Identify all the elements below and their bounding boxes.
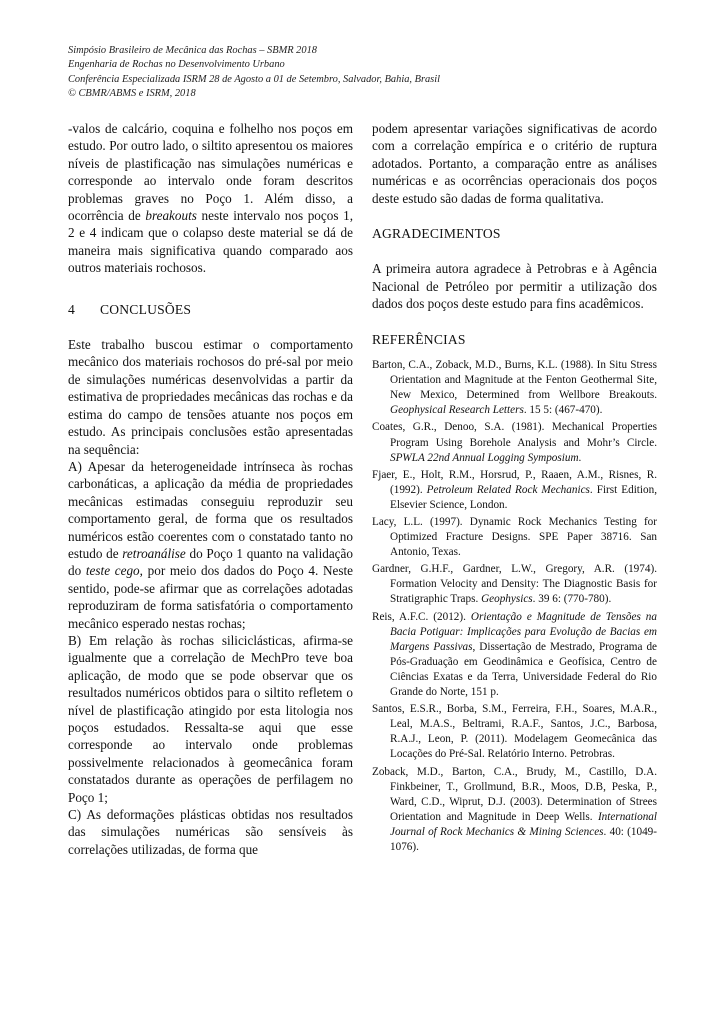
emphasis: retroanálise [122,545,186,561]
emphasis: SPWLA 22nd Annual Logging Symposium [390,451,579,464]
section-heading-agradecimentos: AGRADECIMENTOS [372,226,501,242]
conclusion-item-b: B) Em relação às rochas siliciclásticas, afirma-se igualmente que a correlação de MechPro teve boa aplicação, de modo que se pode observar que os resultados numéricos obtidos para o siltito refletem o nível de plastificação atingido por esta litologia nos poços estudados. Ressalta-se aqui que esse corresponde ao intervalo onde problemas possivelmente relacionados à geomecânica foram constatados durante as operações de perfilagem no Poço 1; [68,632,353,805]
reference-item [372,358,657,418]
text-span: neste intervalo nos poços 1, 2 e 4 indicam que o colapso deste material se dá de maneira mais significativa quando comparado aos outros materiais rochosos. [68,208,353,276]
emphasis: Orientação e Magnitude de Tensões na Bacia Potiguar: Implicações para Evolução de Bacias em Margens Passivas [390,610,657,653]
section-heading-conclusoes [68,301,353,318]
text-span: Fjaer, E., Holt, R.M., Horsrud, P., Raaen, A.M., Risnes, R. (1992). [372,468,657,496]
text-span: -valos de calcário, coquina e folhelho nos poços em estudo. Por outro lado, o siltito apresentou os maiores níveis de plastificação nas simulações numéricas e corresponde ao intervalo onde foram descritos problemas graves no Poço 1. Além disso, a ocorrência de [68,121,353,224]
reference-item [372,765,657,856]
reference-item [372,610,657,701]
text-span: , Dissertação de Mestrado, Programa de Pós-Graduação em Geodinâmica e Geofísica, Centro de Ciências Exatas e da Terra, Universidade Federal do Rio Grande do Norte, 151 p. [390,640,658,699]
text-span: . 15 5: (467-470). [523,404,603,417]
text-span: . First Edition, Elsevier Science, London. [390,483,657,511]
emphasis: breakouts [145,208,197,224]
text-span: . 40: (1049-1076). [390,825,658,853]
right-column [372,120,657,857]
text-span: Reis, A.F.C. (2012). [372,610,471,623]
left-column [68,120,353,858]
section-title: CONCLUSÕES [100,301,192,317]
reference-item [372,702,657,762]
continued-paragraph [68,120,353,277]
text-span: , por meio dos dados do Poço 4. Neste sentido, pode-se afirmar que as correlações adotadas reproduziram de forma satisfatória o comportamento mecânico esperado nestas rochas; [68,563,354,631]
text-span: do Poço 1 quanto na validação do [68,545,353,579]
header-line-3: Conferência Especializada ISRM 28 de Agosto a 01 de Setembro, Salvador, Bahia, Brasil [68,73,440,85]
acknowledgements-text: A primeira autora agradece à Petrobras e à Agência Nacional de Petróleo por permitir a utilização dos dados dos poços deste estudo para fins acadêmicos. [372,261,657,312]
text-span: Zoback, M.D., Barton, C.A., Brudy, M., Castillo, D.A. Finkbeiner, T., Grollmund, B.R., Moos, D.B, Peska, P., Ward, C.D., Wiprut, D.J. (2003). Determination of Strees Orientation and Magnitude in Deep Wells. [372,765,657,823]
reference-item [372,562,657,607]
conference-header [68,44,668,102]
reference-item [372,420,657,465]
emphasis: Geophysics [481,593,533,606]
section-number: 4 [68,301,75,317]
text-span: Santos, E.S.R., Borba, S.M., Ferreira, F.H., Soares, M.A.R., Leal, M.A.S., Beltrami, R.A.F., Santos, J.C., Barbosa, R.A.J., Leon, P. (2011). Modelagem Geomecânica das Locações do Pré-Sal. Relatório Interno. Petrobras. [372,703,657,761]
emphasis: International Journal of Rock Mechanics & Mining Sciences [390,810,657,838]
text-span: Coates, G.R., Denoo, S.A. (1981). Mechanical Properties Program Using Borehole Analysis and Mohr’s Circle. [372,421,657,449]
continued-paragraph-right: podem apresentar variações significativas de acordo com a correlação empírica e o critério de ruptura adotados. Portanto, a comparação entre as análises numéricas e as ocorrências operacionais dos poços deste estudo são dadas de forma qualitativa. [372,121,657,206]
text-span: . [578,451,582,464]
reference-item [372,468,657,513]
section-heading-referencias: REFERÊNCIAS [372,331,466,347]
conclusions-intro: Este trabalho buscou estimar o comportamento mecânico dos materiais rochosos do pré-sal por meio de simulações numéricas desenvolvidas a partir da estimativa de propriedades mecânicas das rochas e da estima do campo de tensões atuante nos poços em estudo. As principais conclusões estão apresentadas na sequência: [68,337,353,457]
text-span: Lacy, L.L. (1997). Dynamic Rock Mechanics Testing for Optimized Fracture Designs. SPE Paper 38716. San Antonio, Texas. [372,516,657,559]
reference-item [372,515,657,560]
header-line-4: © CBMR/ABMS e ISRM, 2018 [68,88,196,100]
text-span: A) Apesar da heterogeneidade intrínseca às rochas carbonáticas, a aplicação da média de propriedades mecânicas estimadas conseguiu reproduzir seu comportamento geral, de forma que os resultados numéricos estão coerentes com o constatado tanto no estudo de [68,458,353,561]
reference-list [372,358,657,855]
emphasis: Geophysical Research Letters [390,404,524,417]
emphasis: Petroleum Related Rock Mechanics [426,483,590,496]
conclusion-item-a [68,458,353,632]
emphasis: teste cego [85,563,140,579]
text-span: Barton, C.A., Zoback, M.D., Burns, K.L. (1988). In Situ Stress Orientation and Magnitude at the Fenton Geothermal Site, New Mexico, Determined from Wellbore Breakouts. [372,359,657,402]
text-span: Gardner, G.H.F., Gardner, L.W., Gregory, A.R. (1974). Formation Velocity and Density: The Diagnostic Basis for Stratigraphic Traps. [372,563,657,606]
text-span: . 39 6: (770-780). [532,593,612,606]
conclusion-item-c: C) As deformações plásticas obtidas nos resultados das simulações numéricas são sensíveis às correlações utilizadas, de forma que [68,807,353,857]
header-line-2: Engenharia de Rochas no Desenvolvimento Urbano [68,59,285,71]
header-line-1: Simpósio Brasileiro de Mecânica das Rochas – SBMR 2018 [68,45,317,56]
